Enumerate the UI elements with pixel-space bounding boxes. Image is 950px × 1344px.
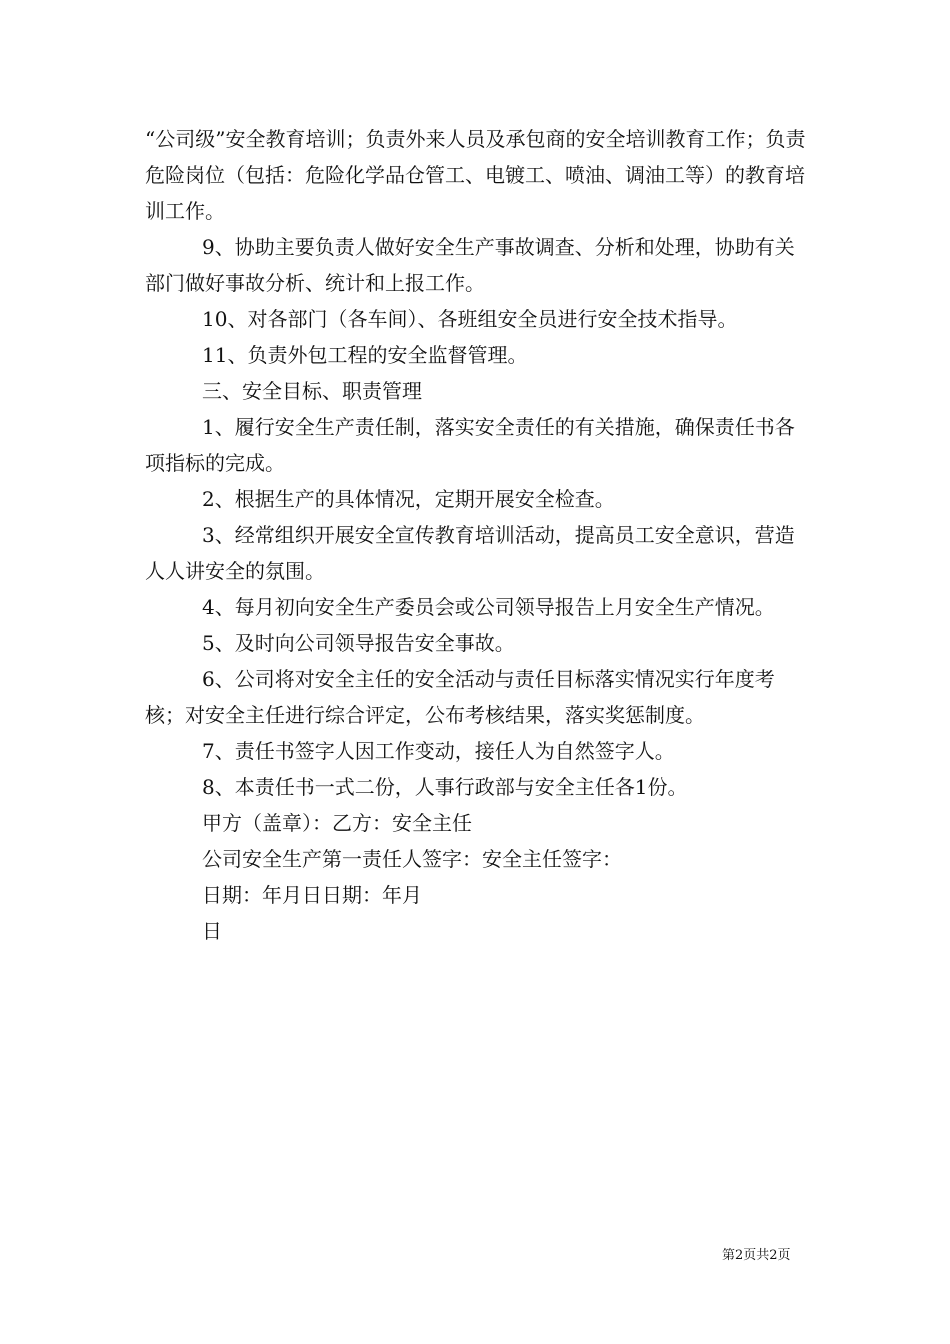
paragraph-1: “公司级”安全教育培训；负责外来人员及承包商的安全培训教育工作；负责危险岗位（包括：危险化学品仓管工、电镀工、喷油、调油工等）的教育培训工作。 <box>145 127 806 223</box>
paragraph-13: 8、本责任书一式二份，人事行政部与安全主任各1份。 <box>202 775 688 799</box>
date-line: 日期：年月日日期：年月 <box>202 883 422 907</box>
paragraph-8: 3、经常组织开展安全宣传教育培训活动，提高员工安全意识，营造人人讲安全的氛围。 <box>145 523 795 583</box>
signature-line: 公司安全生产第一责任人签字：安全主任签字： <box>202 847 622 871</box>
section-heading: 三、安全目标、职责管理 <box>202 379 422 403</box>
paragraph-6: 1、履行安全生产责任制，落实安全责任的有关措施，确保责任书各项指标的完成。 <box>145 415 795 475</box>
paragraph-11: 6、公司将对安全主任的安全活动与责任目标落实情况实行年度考核；对安全主任进行综合评定，公布考核结果，落实奖惩制度。 <box>145 667 775 727</box>
paragraph-2: 9、协助主要负责人做好安全生产事故调查、分析和处理，协助有关部门做好事故分析、统计和上报工作。 <box>145 235 795 295</box>
page-number-footer: 第2页共2页 <box>722 1248 791 1263</box>
paragraph-10: 5、及时向公司领导报告安全事故。 <box>202 631 515 655</box>
paragraph-4: 11、负责外包工程的安全监督管理。 <box>202 343 528 367</box>
paragraph-9: 4、每月初向安全生产委员会或公司领导报告上月安全生产情况。 <box>202 595 775 619</box>
document-body <box>145 121 810 949</box>
paragraph-7: 2、根据生产的具体情况，定期开展安全检查。 <box>202 487 615 511</box>
paragraph-12: 7、责任书签字人因工作变动，接任人为自然签字人。 <box>202 739 675 763</box>
date-line-continued: 日 <box>202 919 222 943</box>
signature-parties: 甲方（盖章）：乙方：安全主任 <box>202 811 472 835</box>
paragraph-3: 10、对各部门（各车间）、各班组安全员进行安全技术指导。 <box>202 307 738 331</box>
